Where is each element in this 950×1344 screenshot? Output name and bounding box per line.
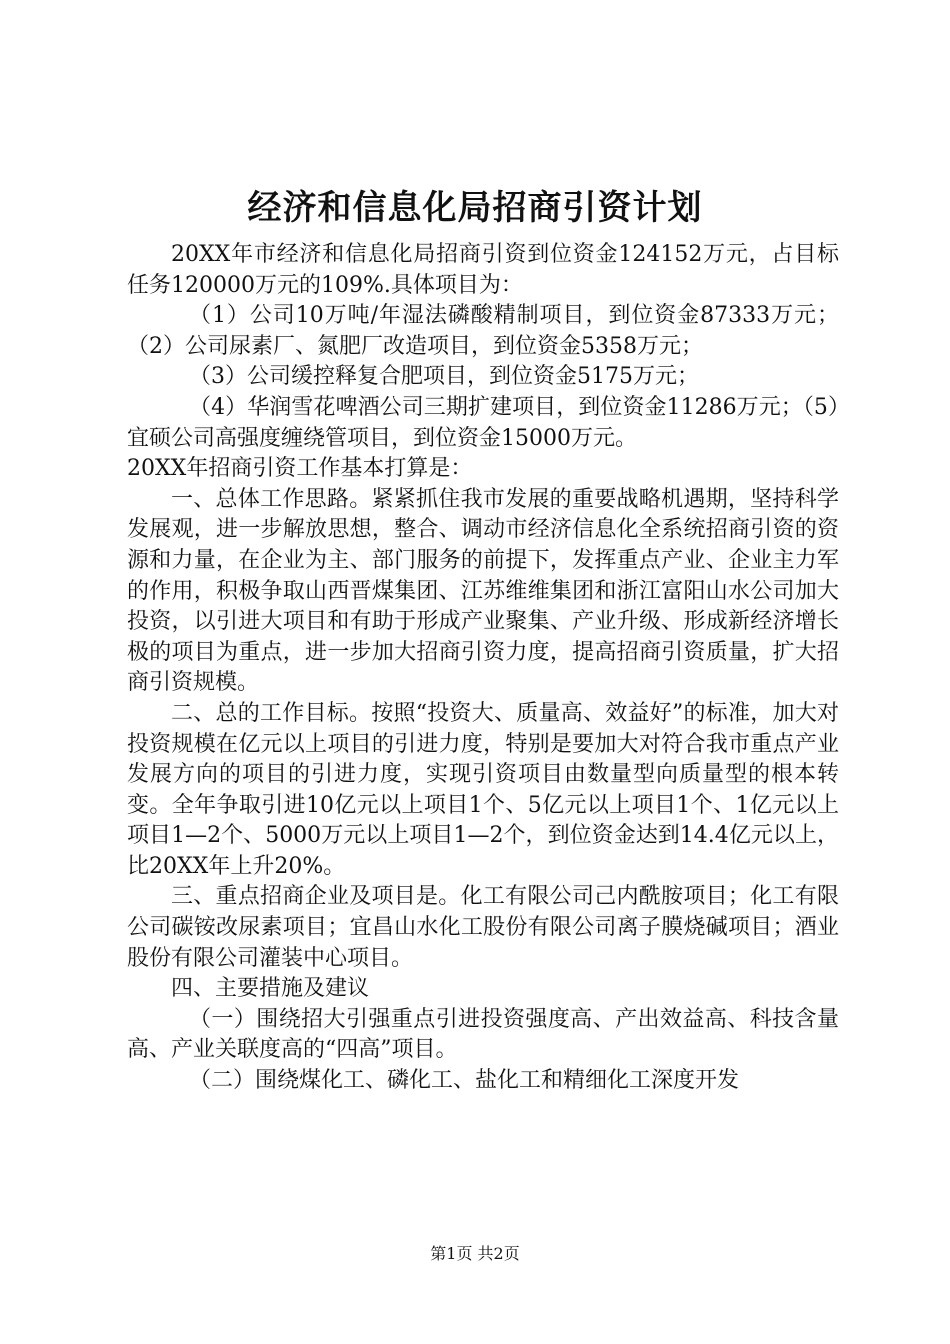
document-body	[127, 240, 839, 1097]
paragraph-project-1-2: （1）公司10万吨/年湿法磷酸精制项目，到位资金87333万元；（2）公司尿素厂、氮肥厂改造项目，到位资金5358万元；	[127, 303, 839, 359]
paragraph-project-3: （3）公司缓控释复合肥项目，到位资金5175万元；	[189, 364, 699, 390]
paragraph-section-4-heading: 四、主要措施及建议	[171, 976, 370, 1002]
paragraph-section-3: 三、重点招商企业及项目是。化工有限公司己内酰胺项目；化工有限公司碳铵改尿素项目；宜昌山水化工股份有限公司离子膜烧碱项目；酒业股份有限公司灌装中心项目。	[127, 884, 839, 971]
paragraph-summary: 20XX年市经济和信息化局招商引资到位资金124152万元，占目标任务120000万元的109%.具体项目为：	[127, 242, 839, 298]
paragraph-plan-intro: 20XX年招商引资工作基本打算是：	[127, 456, 473, 482]
paragraph-measure-1: （一）围绕招大引强重点引进投资强度高、产出效益高、科技含量高、产业关联度高的“四高”项目。	[127, 1006, 839, 1063]
document-title: 经济和信息化局招商引资计划	[247, 188, 703, 228]
page-footer: 第1页 共2页	[430, 1244, 520, 1263]
paragraph-project-4-5: （4）华润雪花啤酒公司三期扩建项目，到位资金11286万元；（5）宜硕公司高强度缠绕管项目，到位资金15000万元。	[127, 394, 839, 451]
paragraph-section-1: 一、总体工作思路。紧紧抓住我市发展的重要战略机遇期，坚持科学发展观，进一步解放思想，整合、调动市经济信息化全系统招商引资的资源和力量，在企业为主、部门服务的前提下，发挥重点产业、企业主力军的作用，积极争取山西晋煤集团、江苏维维集团和浙江富阳山水公司加大投资，以引进大项目和有助于形成产业聚集、产业升级、形成新经济增长极的项目为重点，进一步加大招商引资力度，提高招商引资质量，扩大招商引资规模。	[127, 486, 839, 696]
paragraph-measure-2: （二）围绕煤化工、磷化工、盐化工和精细化工深度开发	[189, 1068, 740, 1094]
paragraph-section-2: 二、总的工作目标。按照“投资大、质量高、效益好”的标准，加大对投资规模在亿元以上项目的引进力度，特别是要加大对符合我市重点产业发展方向的项目的引进力度，实现引资项目由数量型向质量型的根本转变。全年争取引进10亿元以上项目1个、5亿元以上项目1个、1亿元以上项目1—2个、5000万元以上项目1—2个，到位资金达到14.4亿元以上，比20XX年上升20%。	[127, 700, 839, 879]
